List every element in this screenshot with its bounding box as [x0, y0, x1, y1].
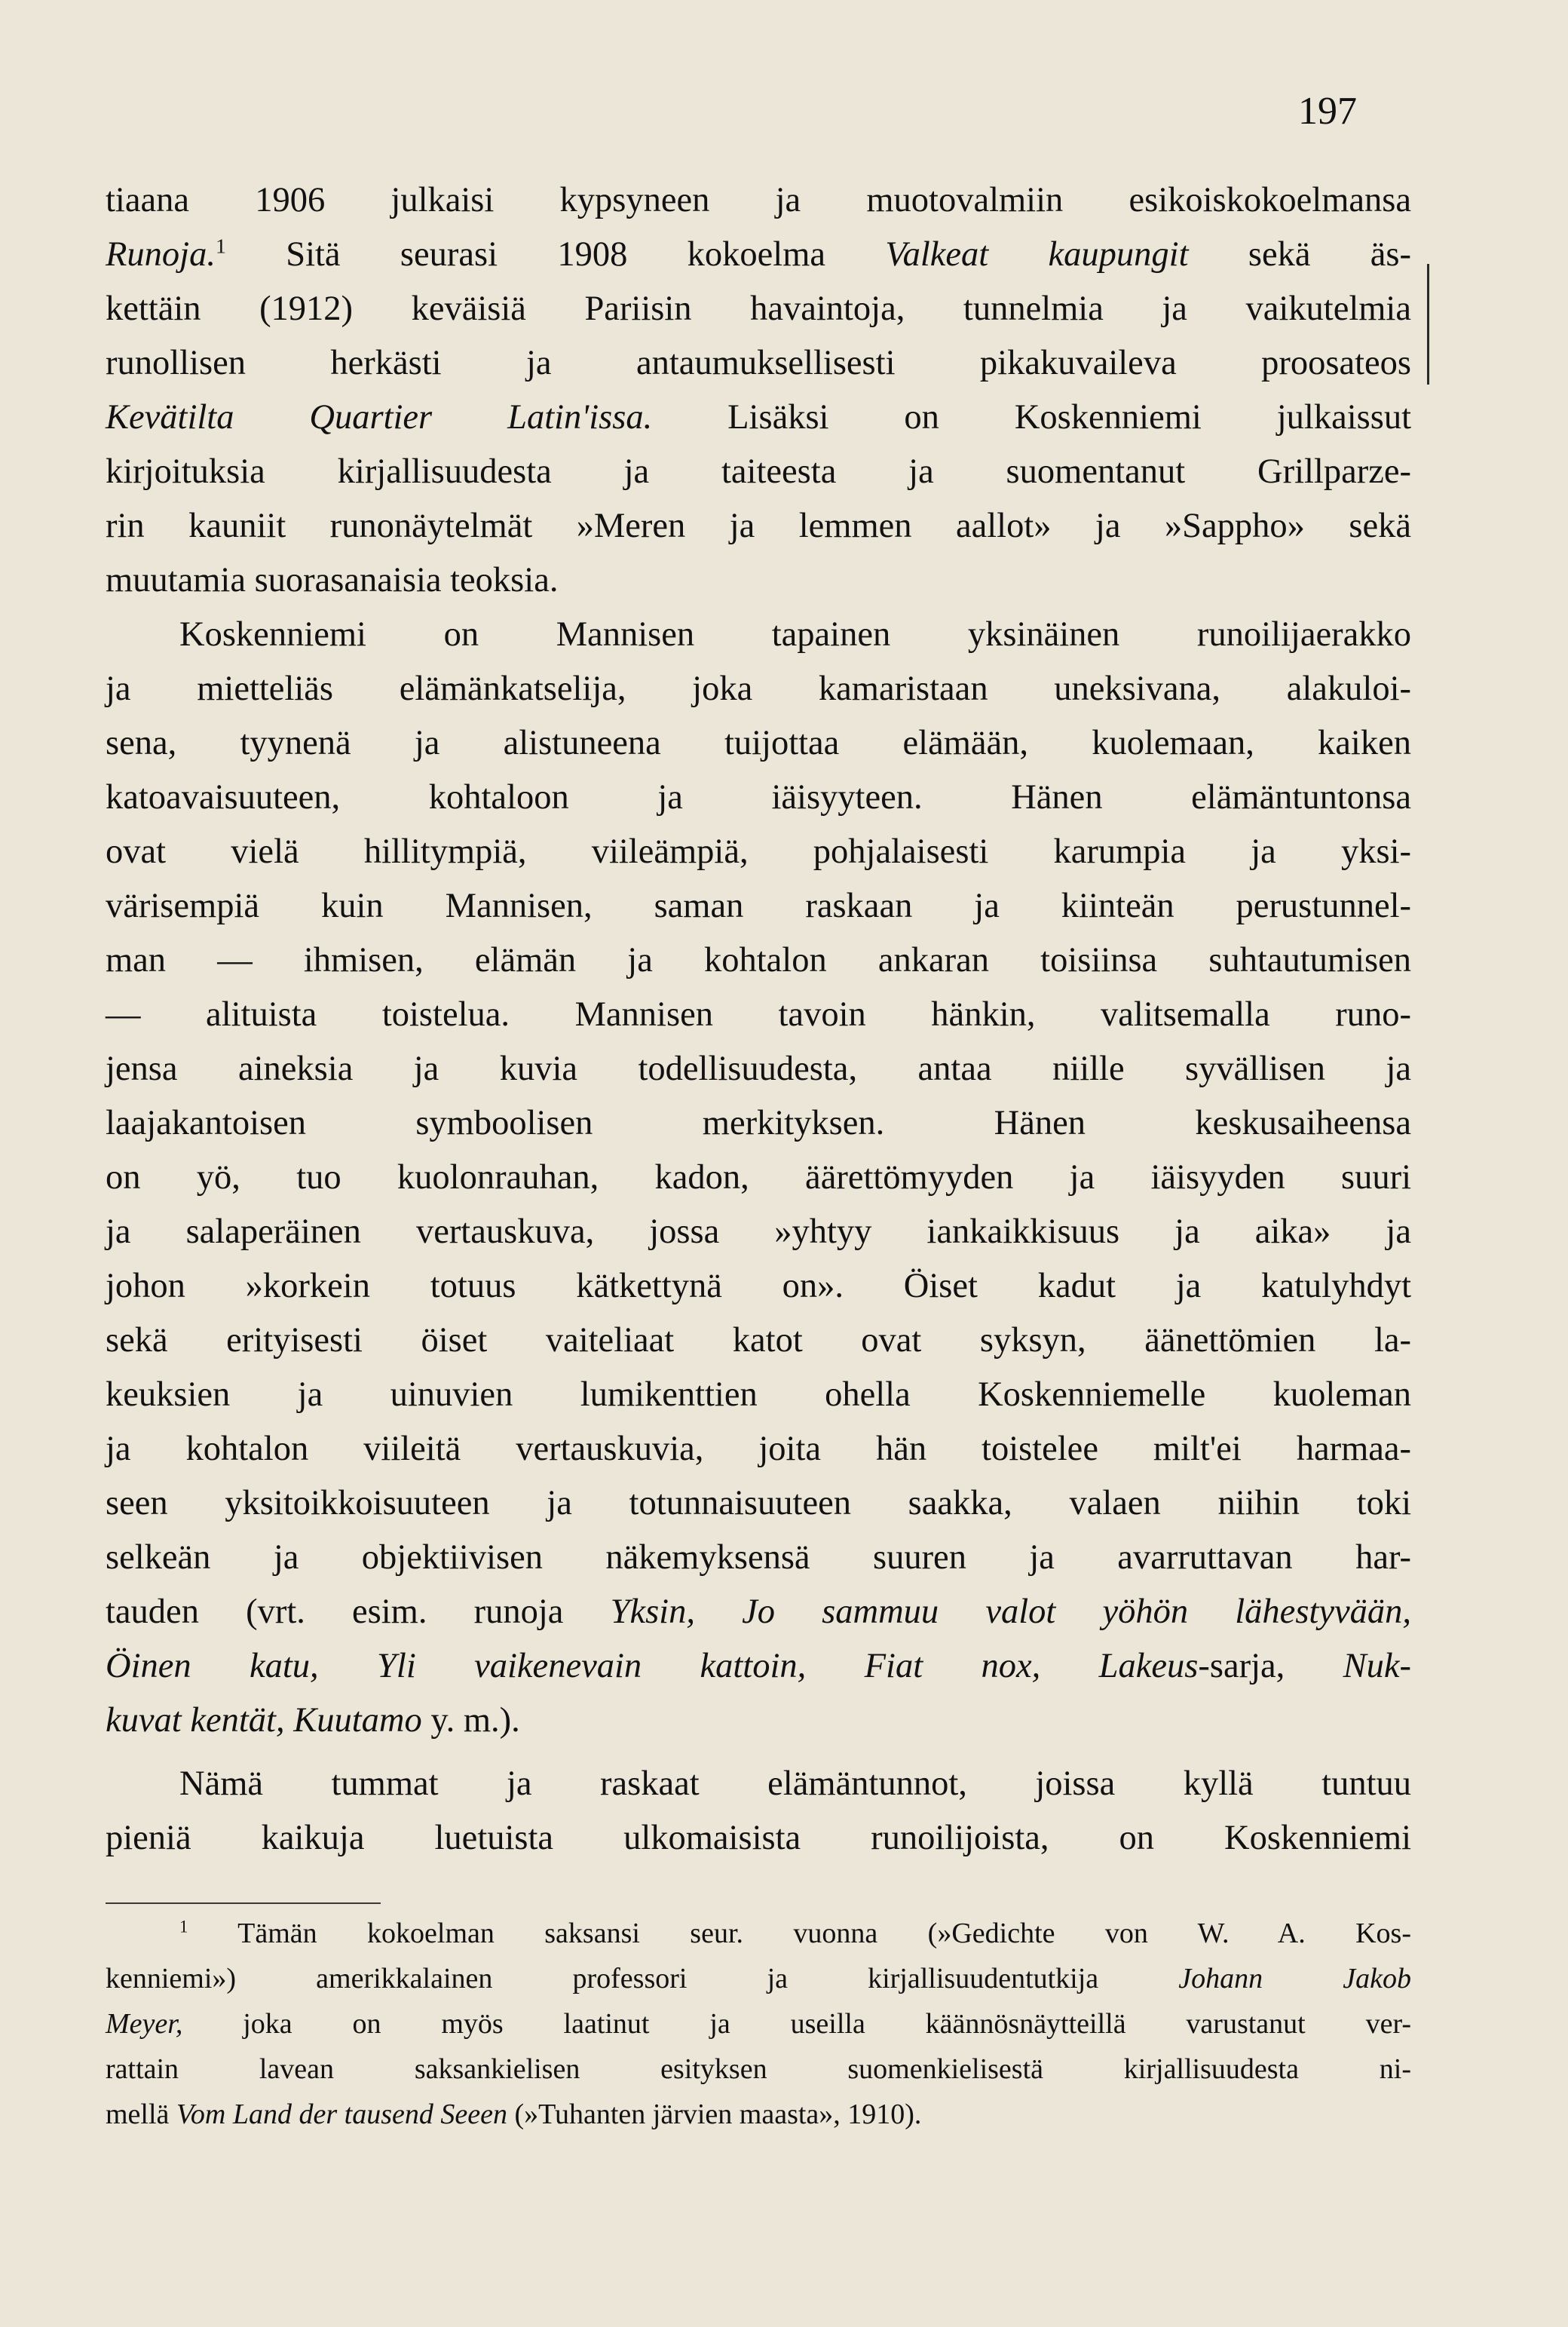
text-line-30: Nämä tummat ja raskaat elämäntunnot, joissa kyllä tuntuu — [179, 1764, 1411, 1803]
text-line-28: Öinen katu, Yli vaikenevain kattoin, Fiat nox, Lakeus-sarja, Nuk- — [106, 1647, 1411, 1685]
text-line-19: on yö, tuo kuolonrauhan, kadon, äärettömyyden ja iäisyyden suuri — [106, 1158, 1411, 1197]
italic-title-valkeat-kaupungit: Valkeat kaupungit — [885, 235, 1189, 274]
italic-author-name: Johann Jakob — [1178, 1963, 1411, 1994]
text-line-26: selkeän ja objektiivisen näkemyksensä suuren ja avarruttavan har- — [106, 1538, 1411, 1577]
text-line-5: Kevätilta Quartier Latin'issa. Lisäksi on Koskenniemi julkaissut — [106, 398, 1411, 437]
italic-poem-titles: Öinen katu, Yli vaikenevain kattoin, Fiat nox, Lakeus — [106, 1647, 1199, 1685]
text-line-12: katoavaisuuteen, kohtaloon ja iäisyyteen. Hänen elämäntuntonsa — [106, 778, 1411, 817]
italic-author-name: Meyer, — [106, 2008, 183, 2040]
footnote-reference: 1 — [215, 235, 226, 259]
footnote-line-1: $^1$ Tämän kokoelman saksansi seur. vuonna (»Gedichte von W. A. Kos- — [179, 1917, 1411, 1949]
text-line-25: seen yksitoikkoisuuteen ja totunnaisuuteen saakka, valaen niihin toki — [106, 1484, 1411, 1522]
italic-poem-titles: Nuk- — [1343, 1647, 1411, 1685]
text-line-18: laajakantoisen symboolisen merkityksen. Hänen keskusaiheensa — [106, 1104, 1411, 1142]
text-line-13: ovat vielä hillitympiä, viileämpiä, pohjalaisesti karumpia ja yksi- — [106, 832, 1411, 871]
footnote-separator — [106, 1902, 381, 1904]
page-number: 197 — [1298, 90, 1357, 133]
italic-title-runoja: Runoja. — [106, 235, 216, 274]
italic-poem-titles: kuvat kentät, Kuutamo — [106, 1701, 422, 1740]
margin-mark — [1427, 264, 1429, 385]
italic-book-title: Vom Land der tausend Seeen — [176, 2099, 507, 2130]
text-line-9: Koskenniemi on Mannisen tapainen yksinäinen runoilijaerakko — [179, 615, 1411, 654]
text-line-24: ja kohtalon viileitä vertauskuvia, joita hän toistelee milt'ei harmaa- — [106, 1430, 1411, 1468]
text-line-17: jensa aineksia ja kuvia todellisuudesta, antaa niille syvällisen ja — [106, 1050, 1411, 1088]
text-line-27: tauden (vrt. esim. runoja Yksin, Jo sammuu valot yöhön lähestyvään, — [106, 1593, 1411, 1631]
text-line-8: muutamia suorasanaisia teoksia. — [106, 561, 559, 599]
text-line-23: keuksien ja uinuvien lumikenttien ohella Koskenniemelle kuoleman — [106, 1375, 1411, 1414]
text-line-20: ja salaperäinen vertauskuva, jossa »yhtyy iankaikkisuus ja aika» ja — [106, 1213, 1411, 1251]
text-line-4: runollisen herkästi ja antaumuksellisesti pikakuvaileva proosateos — [106, 344, 1411, 382]
footnote-line-5: mellä Vom Land der tausend Seeen (»Tuhanten järvien maasta», 1910). — [106, 2099, 922, 2130]
text-line-31: pieniä kaikuja luetuista ulkomaisista runoilijoista, on Koskenniemi — [106, 1819, 1411, 1857]
text-line-11: sena, tyynenä ja alistuneena tuijottaa elämään, kuolemaan, kaiken — [106, 724, 1411, 762]
text-line-6: kirjoituksia kirjallisuudesta ja taiteesta ja suomentanut Grillparze- — [106, 452, 1411, 491]
text-line-29: kuvat kentät, Kuutamo y. m.). — [106, 1701, 520, 1740]
footnote-line-4: rattain lavean saksankielisen esityksen suomenkielisestä kirjallisuudesta ni- — [106, 2053, 1411, 2085]
text-line-10: ja mietteliäs elämänkatselija, joka kamaristaan uneksivana, alakuloi- — [106, 670, 1411, 708]
text-line-3: kettäin (1912) keväisiä Pariisin havaintoja, tunnelmia ja vaikutelmia — [106, 290, 1411, 328]
text-line-7: rin kauniit runonäytelmät »Meren ja lemmen aallot» ja »Sappho» sekä — [106, 507, 1411, 545]
text-line-15: man — ihmisen, elämän ja kohtalon ankaran toisiinsa suhtautumisen — [106, 941, 1411, 980]
footnote-marker: 1 — [179, 1917, 188, 1936]
text-line-21: johon »korkein totuus kätkettynä on». Öiset kadut ja katulyhdyt — [106, 1267, 1411, 1305]
text-line-16: — alituista toistelua. Mannisen tavoin hänkin, valitsemalla runo- — [106, 995, 1411, 1034]
footnote-line-2: kenniemi») amerikkalainen professori ja kirjallisuudentutkija Johann Jakob — [106, 1963, 1411, 1994]
text-line-1: tiaana 1906 julkaisi kypsyneen ja muotovalmiin esikoiskokoelmansa — [106, 181, 1411, 219]
text-line-14: värisempiä kuin Mannisen, saman raskaan ja kiinteän perustunnel- — [106, 887, 1411, 925]
italic-title-kevatilta: Kevätilta Quartier Latin'issa. — [106, 398, 653, 437]
text-line-22: sekä erityisesti öiset vaiteliaat katot ovat syksyn, äänettömien la- — [106, 1321, 1411, 1360]
italic-poem-titles: Yksin, Jo sammuu valot yöhön lähestyvään, — [610, 1593, 1411, 1631]
text-line-2: Runoja.$^1$ Sitä seurasi 1908 kokoelma Valkeat kaupungit sekä äs- — [106, 235, 1412, 274]
footnote-line-3: Meyer, joka on myös laatinut ja useilla käännösnäytteillä varustanut ver- — [106, 2008, 1411, 2040]
